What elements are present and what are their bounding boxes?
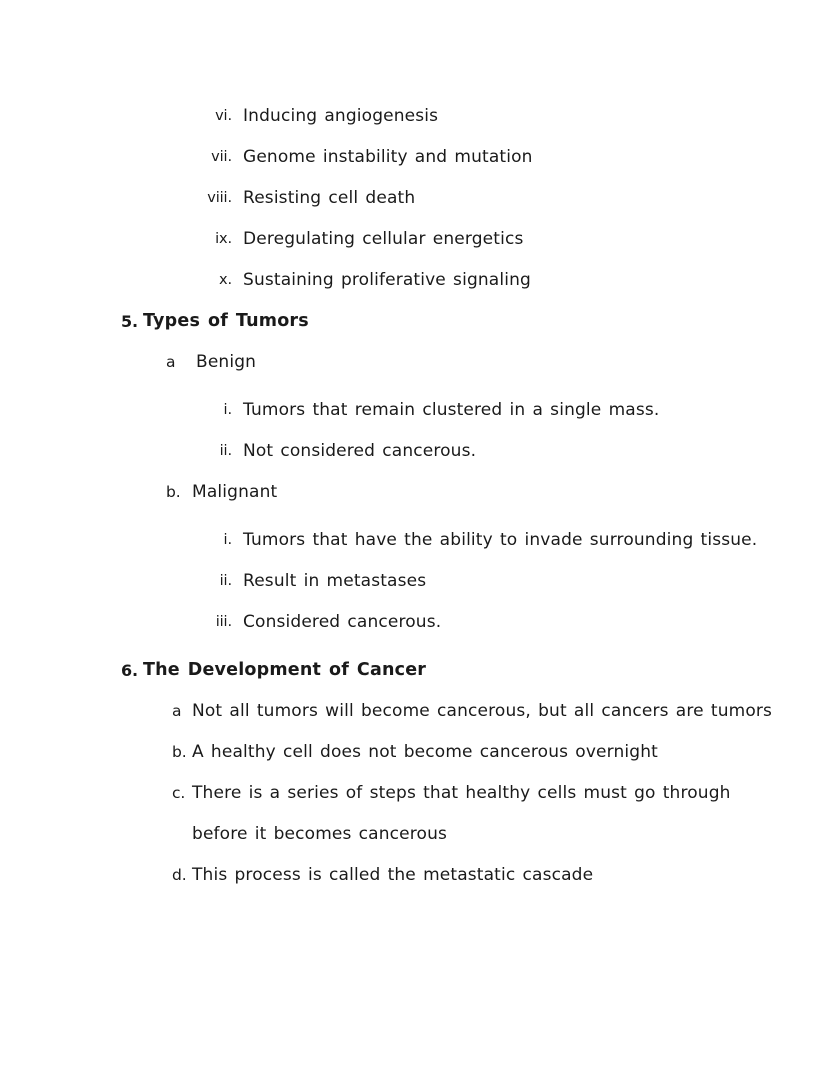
list-marker: i. (223, 532, 232, 548)
list-item (0, 178, 828, 219)
list-item (0, 96, 828, 137)
list-item (0, 561, 828, 602)
list-marker: x. (219, 272, 232, 288)
list-item-text: Malignant (192, 482, 278, 502)
list-marker: i. (223, 402, 232, 418)
list-marker: d. (172, 866, 187, 884)
list-marker: ii. (219, 443, 232, 459)
list-item-text: This process is called the metastatic cascade (192, 865, 594, 885)
list-marker: iii. (215, 614, 232, 630)
list-item (0, 342, 828, 383)
list-item-text: Considered cancerous. (243, 612, 442, 632)
list-marker: ix. (215, 231, 232, 247)
list-item-text: Resisting cell death (243, 188, 416, 208)
list-marker: vii. (211, 149, 232, 165)
section-number: 6. (120, 661, 138, 680)
list-item (0, 137, 828, 178)
list-marker: viii. (207, 190, 232, 206)
list-marker: a (172, 702, 182, 720)
list-item (0, 602, 828, 643)
list-item (0, 520, 828, 561)
list-marker: a (166, 353, 176, 371)
list-marker: b. (172, 743, 187, 761)
list-item-text: Not all tumors will become cancerous, but all cancers are tumors (192, 701, 773, 721)
list-item-continuation (0, 814, 828, 855)
list-item (0, 773, 828, 814)
list-item-text: Benign (196, 352, 257, 372)
list-item-text: Sustaining proliferative signaling (243, 270, 531, 290)
list-item (0, 390, 828, 431)
section-title: Types of Tumors (143, 311, 309, 331)
list-item-text: There is a series of steps that healthy cells must go through (192, 783, 731, 803)
list-item-text: Genome instability and mutation (243, 147, 533, 167)
spacer (0, 383, 828, 390)
list-item-text: Tumors that remain clustered in a single mass. (243, 400, 660, 420)
spacer (0, 513, 828, 520)
list-item (0, 472, 828, 513)
list-marker: ii. (219, 573, 232, 589)
section-heading-types-of-tumors (0, 301, 828, 342)
outline-list (0, 96, 828, 896)
list-item (0, 732, 828, 773)
list-item-text: Deregulating cellular energetics (243, 229, 524, 249)
list-item-text: Inducing angiogenesis (243, 106, 439, 126)
list-marker: vi. (215, 108, 232, 124)
section-number: 5. (120, 312, 138, 331)
section-title: The Development of Cancer (143, 660, 427, 680)
list-item (0, 855, 828, 896)
list-item (0, 260, 828, 301)
list-item (0, 431, 828, 472)
list-item-text: before it becomes cancerous (192, 824, 448, 844)
list-item (0, 219, 828, 260)
list-item-text: A healthy cell does not become cancerous overnight (192, 742, 658, 762)
list-item-text: Tumors that have the ability to invade surrounding tissue. (243, 530, 758, 550)
list-item-text: Result in metastases (243, 571, 427, 591)
list-item (0, 691, 828, 732)
list-marker: c. (172, 784, 186, 802)
list-marker: b. (166, 483, 181, 501)
list-item-text: Not considered cancerous. (243, 441, 477, 461)
section-heading-development-of-cancer (0, 650, 828, 691)
